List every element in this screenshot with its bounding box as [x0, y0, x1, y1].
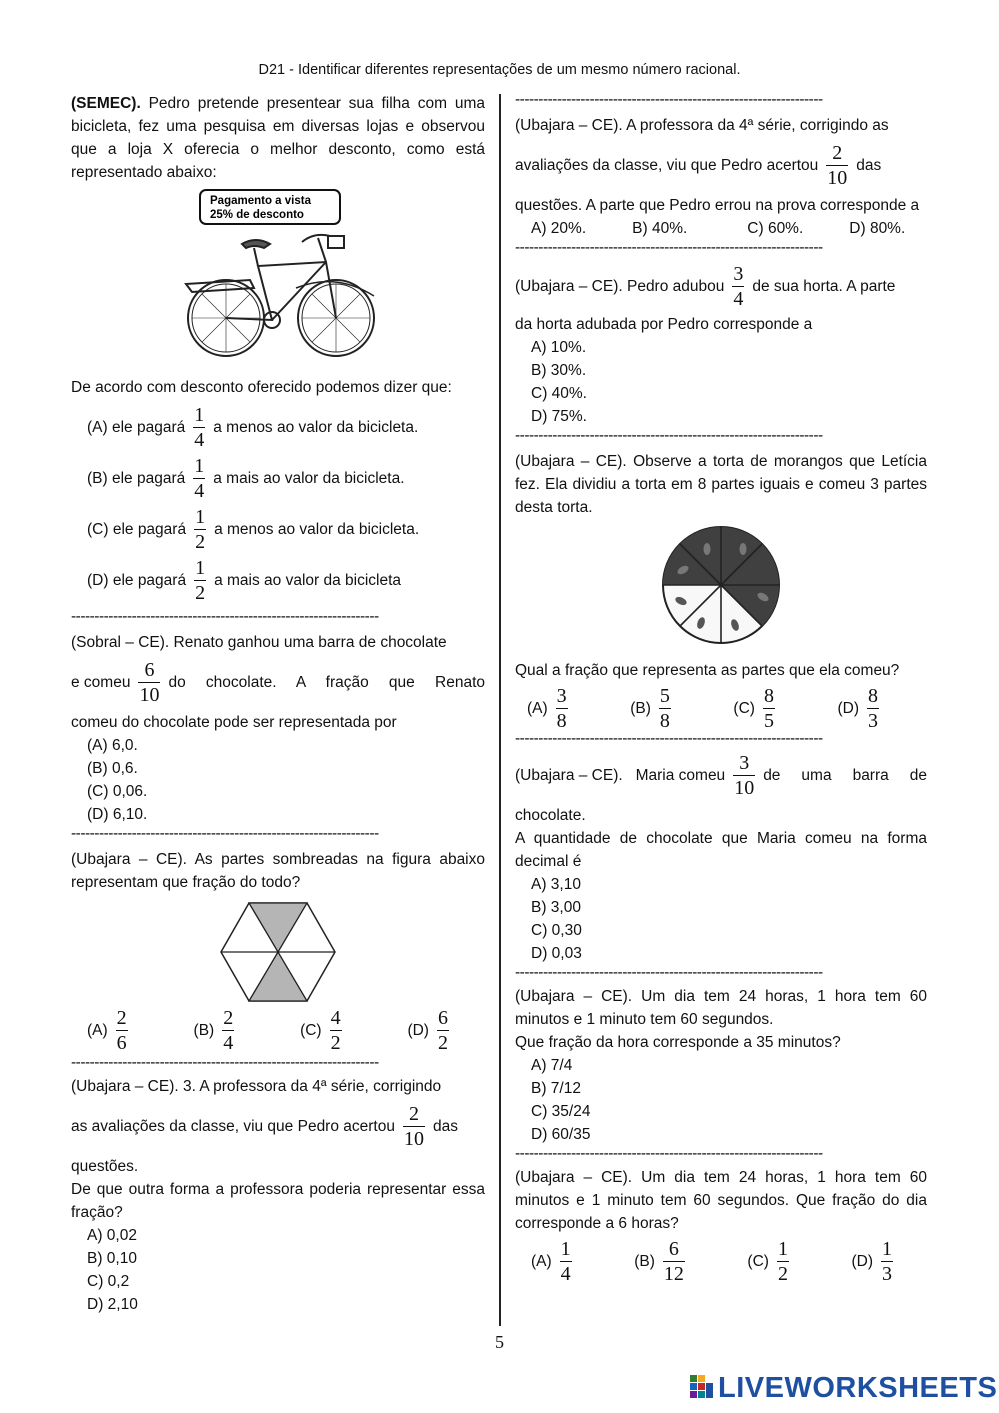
q7-option-c[interactable] — [733, 686, 783, 731]
q6-option-d[interactable]: D) 75%. — [531, 408, 587, 425]
fraction — [116, 1008, 128, 1053]
numerator: 3 — [733, 263, 744, 285]
numerator: 1 — [194, 404, 205, 426]
q5-line3: questões. A parte que Pedro errou na prova corresponde a — [515, 197, 920, 214]
numerator: 3 — [556, 685, 567, 707]
denominator: 2 — [195, 531, 206, 553]
numerator: 1 — [882, 1238, 892, 1260]
separator: ------------------------------------------------------------------ — [71, 609, 379, 625]
bicycle-image — [178, 188, 378, 374]
numerator: 1 — [560, 1238, 571, 1260]
q5-option-c[interactable]: C) 60%. — [747, 220, 804, 237]
numerator: 1 — [195, 506, 206, 528]
q1-option-c[interactable] — [87, 507, 485, 552]
q9-text: (Ubajara – CE). Um dia tem 24 horas, 1 hora tem 60 minutos e 1 minuto tem 60 segundos. — [515, 988, 927, 1028]
denominator: 6 — [116, 1032, 127, 1054]
numerator: 2 — [223, 1007, 234, 1029]
q7-option-a[interactable] — [527, 686, 576, 731]
q5-fraction — [826, 143, 848, 188]
numerator: 3 — [739, 752, 750, 774]
q8-pre: (Ubajara – CE). Maria comeu — [515, 767, 726, 784]
numerator: 8 — [763, 685, 774, 707]
option-letter: (C) — [747, 1253, 769, 1270]
option-letter: (A) — [527, 700, 548, 717]
q7-text: (Ubajara – CE). Observe a torta de morangos que Letícia fez. Ela dividiu a torta em 8 partes iguais e comeu 3 partes desta torta. — [515, 453, 927, 516]
q9-prompt: Que fração da hora corresponde a 35 minutos? — [515, 1034, 841, 1051]
denominator: 4 — [194, 429, 205, 451]
option-suffix: a menos ao valor da bicicleta. — [213, 419, 419, 436]
option-suffix: a menos ao valor da bicicleta. — [214, 521, 420, 538]
q8-line2: chocolate. — [515, 807, 586, 824]
q9-option-a[interactable]: A) 7/4 — [531, 1057, 573, 1074]
q4-line1: (Ubajara – CE). 3. A professora da 4ª série, corrigindo — [71, 1078, 442, 1095]
fraction — [881, 1239, 893, 1284]
q8-option-d[interactable]: D) 0,03 — [531, 945, 582, 962]
denominator: 10 — [734, 777, 755, 799]
option-suffix: a mais ao valor da bicicleta — [214, 572, 402, 589]
numerator: 4 — [330, 1007, 341, 1029]
denominator: 4 — [560, 1263, 571, 1285]
option-suffix: a mais ao valor da bicicleta. — [213, 470, 405, 487]
q9-option-d[interactable]: D) 60/35 — [531, 1126, 591, 1143]
denominator: 4 — [223, 1032, 234, 1054]
q1-text — [71, 92, 485, 184]
q2-option-a[interactable]: (A) 6,0. — [87, 737, 138, 754]
denominator: 2 — [330, 1032, 341, 1054]
option-prefix: (D) ele pagará — [87, 572, 187, 589]
q5-option-d[interactable]: D) 80%. — [849, 220, 906, 237]
fraction — [659, 686, 671, 731]
q5-post: das — [856, 157, 882, 174]
fraction — [194, 507, 206, 552]
q10-option-a[interactable] — [531, 1239, 580, 1284]
q1-option-a[interactable] — [87, 405, 485, 450]
fraction — [763, 686, 775, 731]
page-header: D21 - Identificar diferentes representações de um mesmo número racional. — [258, 62, 741, 78]
q6-option-c[interactable]: C) 40%. — [531, 385, 587, 402]
q3-option-d[interactable] — [407, 1008, 457, 1053]
q10-text: (Ubajara – CE). Um dia tem 24 horas, 1 hora tem 60 minutos e 1 minuto tem 60 segundos. Que fração do dia corresponde a 6 horas? — [515, 1169, 927, 1232]
q8-post: de uma barra de — [763, 767, 927, 784]
q3-option-c[interactable] — [300, 1008, 350, 1053]
q9-option-c[interactable]: C) 35/24 — [531, 1103, 591, 1120]
q5-line1: (Ubajara – CE). A professora da 4ª série, corrigindo as — [515, 117, 889, 134]
denominator: 4 — [733, 288, 744, 310]
fraction — [663, 1239, 685, 1284]
denominator: 10 — [139, 684, 160, 706]
denominator: 4 — [194, 480, 205, 502]
q6-option-a[interactable]: A) 10%. — [531, 339, 587, 356]
separator: ------------------------------------------------------------------ — [515, 92, 823, 108]
q7-options — [515, 686, 887, 731]
denominator: 2 — [195, 582, 206, 604]
q5-fraction-line — [515, 143, 927, 188]
q4-fraction-line — [71, 1104, 485, 1149]
q4-option-b[interactable]: B) 0,10 — [87, 1250, 137, 1267]
q7-option-b[interactable] — [630, 686, 679, 731]
numerator: 6 — [668, 1238, 679, 1260]
q3-option-a[interactable] — [87, 1008, 136, 1053]
q4-option-a[interactable]: A) 0,02 — [87, 1227, 137, 1244]
numerator: 8 — [868, 685, 878, 707]
fraction — [867, 686, 879, 731]
q2-post: do chocolate. A fração que Renato — [168, 674, 485, 691]
numerator: 5 — [659, 685, 670, 707]
numerator: 1 — [777, 1238, 788, 1260]
numerator: 6 — [437, 1007, 448, 1029]
q4-prompt: De que outra forma a professora poderia representar essa fração? — [71, 1181, 485, 1221]
option-letter: (C) — [733, 700, 755, 717]
q5-option-a[interactable]: A) 20%. — [531, 220, 587, 237]
q8-fraction — [733, 753, 755, 798]
q5-pre: avaliações da classe, viu que Pedro acertou — [515, 157, 819, 174]
liveworksheets-icon — [690, 1375, 714, 1403]
option-letter: (D) — [407, 1022, 429, 1039]
fraction — [777, 1239, 789, 1284]
q10-option-c[interactable] — [747, 1239, 797, 1284]
numerator: 2 — [832, 142, 843, 164]
q2-option-c[interactable]: (C) 0,06. — [87, 783, 148, 800]
denominator: 8 — [659, 710, 670, 732]
option-letter: (C) — [300, 1022, 322, 1039]
q10-options — [515, 1239, 901, 1284]
option-prefix: (B) ele pagará — [87, 470, 186, 487]
q8-option-a[interactable]: A) 3,10 — [531, 876, 581, 893]
right-column — [515, 92, 927, 1284]
q4-option-c[interactable]: C) 0,2 — [87, 1273, 130, 1290]
pie-figure — [651, 525, 791, 645]
q8-option-b[interactable]: B) 3,00 — [531, 899, 581, 916]
numerator: 6 — [144, 659, 155, 681]
numerator: 2 — [408, 1103, 419, 1125]
option-letter: (A) — [87, 1022, 108, 1039]
q6-option-b[interactable]: B) 30%. — [531, 362, 587, 379]
q4-post: das — [432, 1118, 458, 1135]
q8-fraction-line — [515, 753, 927, 798]
denominator: 12 — [663, 1263, 684, 1285]
denominator: 3 — [882, 1263, 892, 1285]
sign-line-1: Pagamento a vista — [210, 195, 311, 207]
q1-prompt: De acordo com desconto oferecido podemos dizer que: — [71, 379, 452, 396]
option-letter: (D) — [851, 1253, 873, 1270]
fraction — [330, 1008, 342, 1053]
left-column — [71, 92, 485, 1316]
fraction — [194, 558, 206, 603]
q2-option-d[interactable]: (D) 6,10. — [87, 806, 148, 823]
denominator: 5 — [763, 710, 774, 732]
q3-options — [71, 1008, 457, 1053]
separator: ------------------------------------------------------------------ — [71, 1055, 379, 1071]
denominator: 8 — [556, 710, 567, 732]
sign-line-2: 25% de desconto — [210, 209, 304, 221]
q5-options — [515, 217, 927, 240]
denominator: 2 — [777, 1263, 788, 1285]
option-prefix: (C) ele pagará — [87, 521, 187, 538]
q10-option-b[interactable] — [634, 1239, 693, 1284]
q10-option-d[interactable] — [851, 1239, 901, 1284]
q1-source: (SEMEC). — [71, 95, 141, 112]
q6-post: de sua horta. A parte — [752, 278, 896, 295]
q1-option-b[interactable] — [87, 456, 485, 501]
separator: ------------------------------------------------------------------ — [515, 428, 823, 444]
hexagon-figure — [220, 902, 336, 1002]
q3-option-b[interactable] — [194, 1008, 243, 1053]
q2-fraction-line — [71, 660, 485, 705]
fraction — [437, 1008, 449, 1053]
q4-pre: as avaliações da classe, viu que Pedro acertou — [71, 1118, 395, 1135]
fraction — [193, 405, 205, 450]
denominator: 10 — [827, 167, 848, 189]
numerator: 1 — [195, 557, 206, 579]
q6-fraction-line — [515, 264, 927, 309]
denominator: 3 — [868, 710, 878, 732]
brand-text: LIVEWORKSHEETS — [718, 1372, 998, 1404]
q4-fraction — [403, 1104, 425, 1149]
option-prefix: (A) ele pagará — [87, 419, 186, 436]
q2-fraction — [138, 660, 160, 705]
q1-body: Pedro pretende presentear sua filha com uma bicicleta, fez uma pesquisa em diversas lojas e observou que a loja X oferecia o melhor desconto, como está representado abaixo: — [71, 95, 485, 181]
q6-line2: da horta adubada por Pedro corresponde a — [515, 316, 813, 333]
option-letter: (B) — [193, 1022, 215, 1039]
option-letter: (D) — [837, 700, 859, 717]
q3-text: (Ubajara – CE). As partes sombreadas na figura abaixo representam que fração do todo? — [71, 851, 485, 891]
separator: ------------------------------------------------------------------ — [515, 240, 823, 256]
option-letter: (B) — [634, 1253, 655, 1270]
q1-option-d[interactable] — [87, 558, 485, 603]
q4-option-d[interactable]: D) 2,10 — [87, 1296, 138, 1313]
numerator: 2 — [116, 1007, 127, 1029]
q6-fraction — [732, 264, 744, 309]
separator: ------------------------------------------------------------------ — [515, 1146, 823, 1162]
option-letter: (A) — [531, 1253, 552, 1270]
q7-prompt: Qual a fração que representa as partes que ela comeu? — [515, 662, 900, 679]
numerator: 1 — [194, 455, 205, 477]
q2-pre: e comeu — [71, 674, 131, 691]
separator: ------------------------------------------------------------------ — [71, 826, 379, 842]
q4-line3: questões. — [71, 1158, 139, 1175]
separator: ------------------------------------------------------------------ — [515, 965, 823, 981]
separator: ------------------------------------------------------------------ — [515, 731, 823, 747]
denominator: 2 — [437, 1032, 448, 1054]
fraction — [222, 1008, 234, 1053]
option-letter: (B) — [630, 700, 651, 717]
q2-line1: (Sobral – CE). Renato ganhou uma barra de chocolate — [71, 634, 447, 651]
q7-option-d[interactable] — [837, 686, 887, 731]
fraction — [193, 456, 205, 501]
page-number: 5 — [495, 1332, 504, 1352]
q8-prompt: A quantidade de chocolate que Maria comeu na forma decimal é — [515, 830, 927, 870]
column-divider — [499, 94, 501, 1326]
q6-pre: (Ubajara – CE). Pedro adubou — [515, 278, 725, 295]
fraction — [556, 686, 568, 731]
q9-option-b[interactable]: B) 7/12 — [531, 1080, 581, 1097]
liveworksheets-logo — [690, 1372, 997, 1405]
q5-option-b[interactable]: B) 40%. — [632, 220, 688, 237]
q1-options — [71, 405, 485, 603]
denominator: 10 — [403, 1128, 424, 1150]
q2-option-b[interactable]: (B) 0,6. — [87, 760, 138, 777]
q8-option-c[interactable]: C) 0,30 — [531, 922, 582, 939]
fraction — [560, 1239, 572, 1284]
q2-line3: comeu do chocolate pode ser representada por — [71, 714, 397, 731]
